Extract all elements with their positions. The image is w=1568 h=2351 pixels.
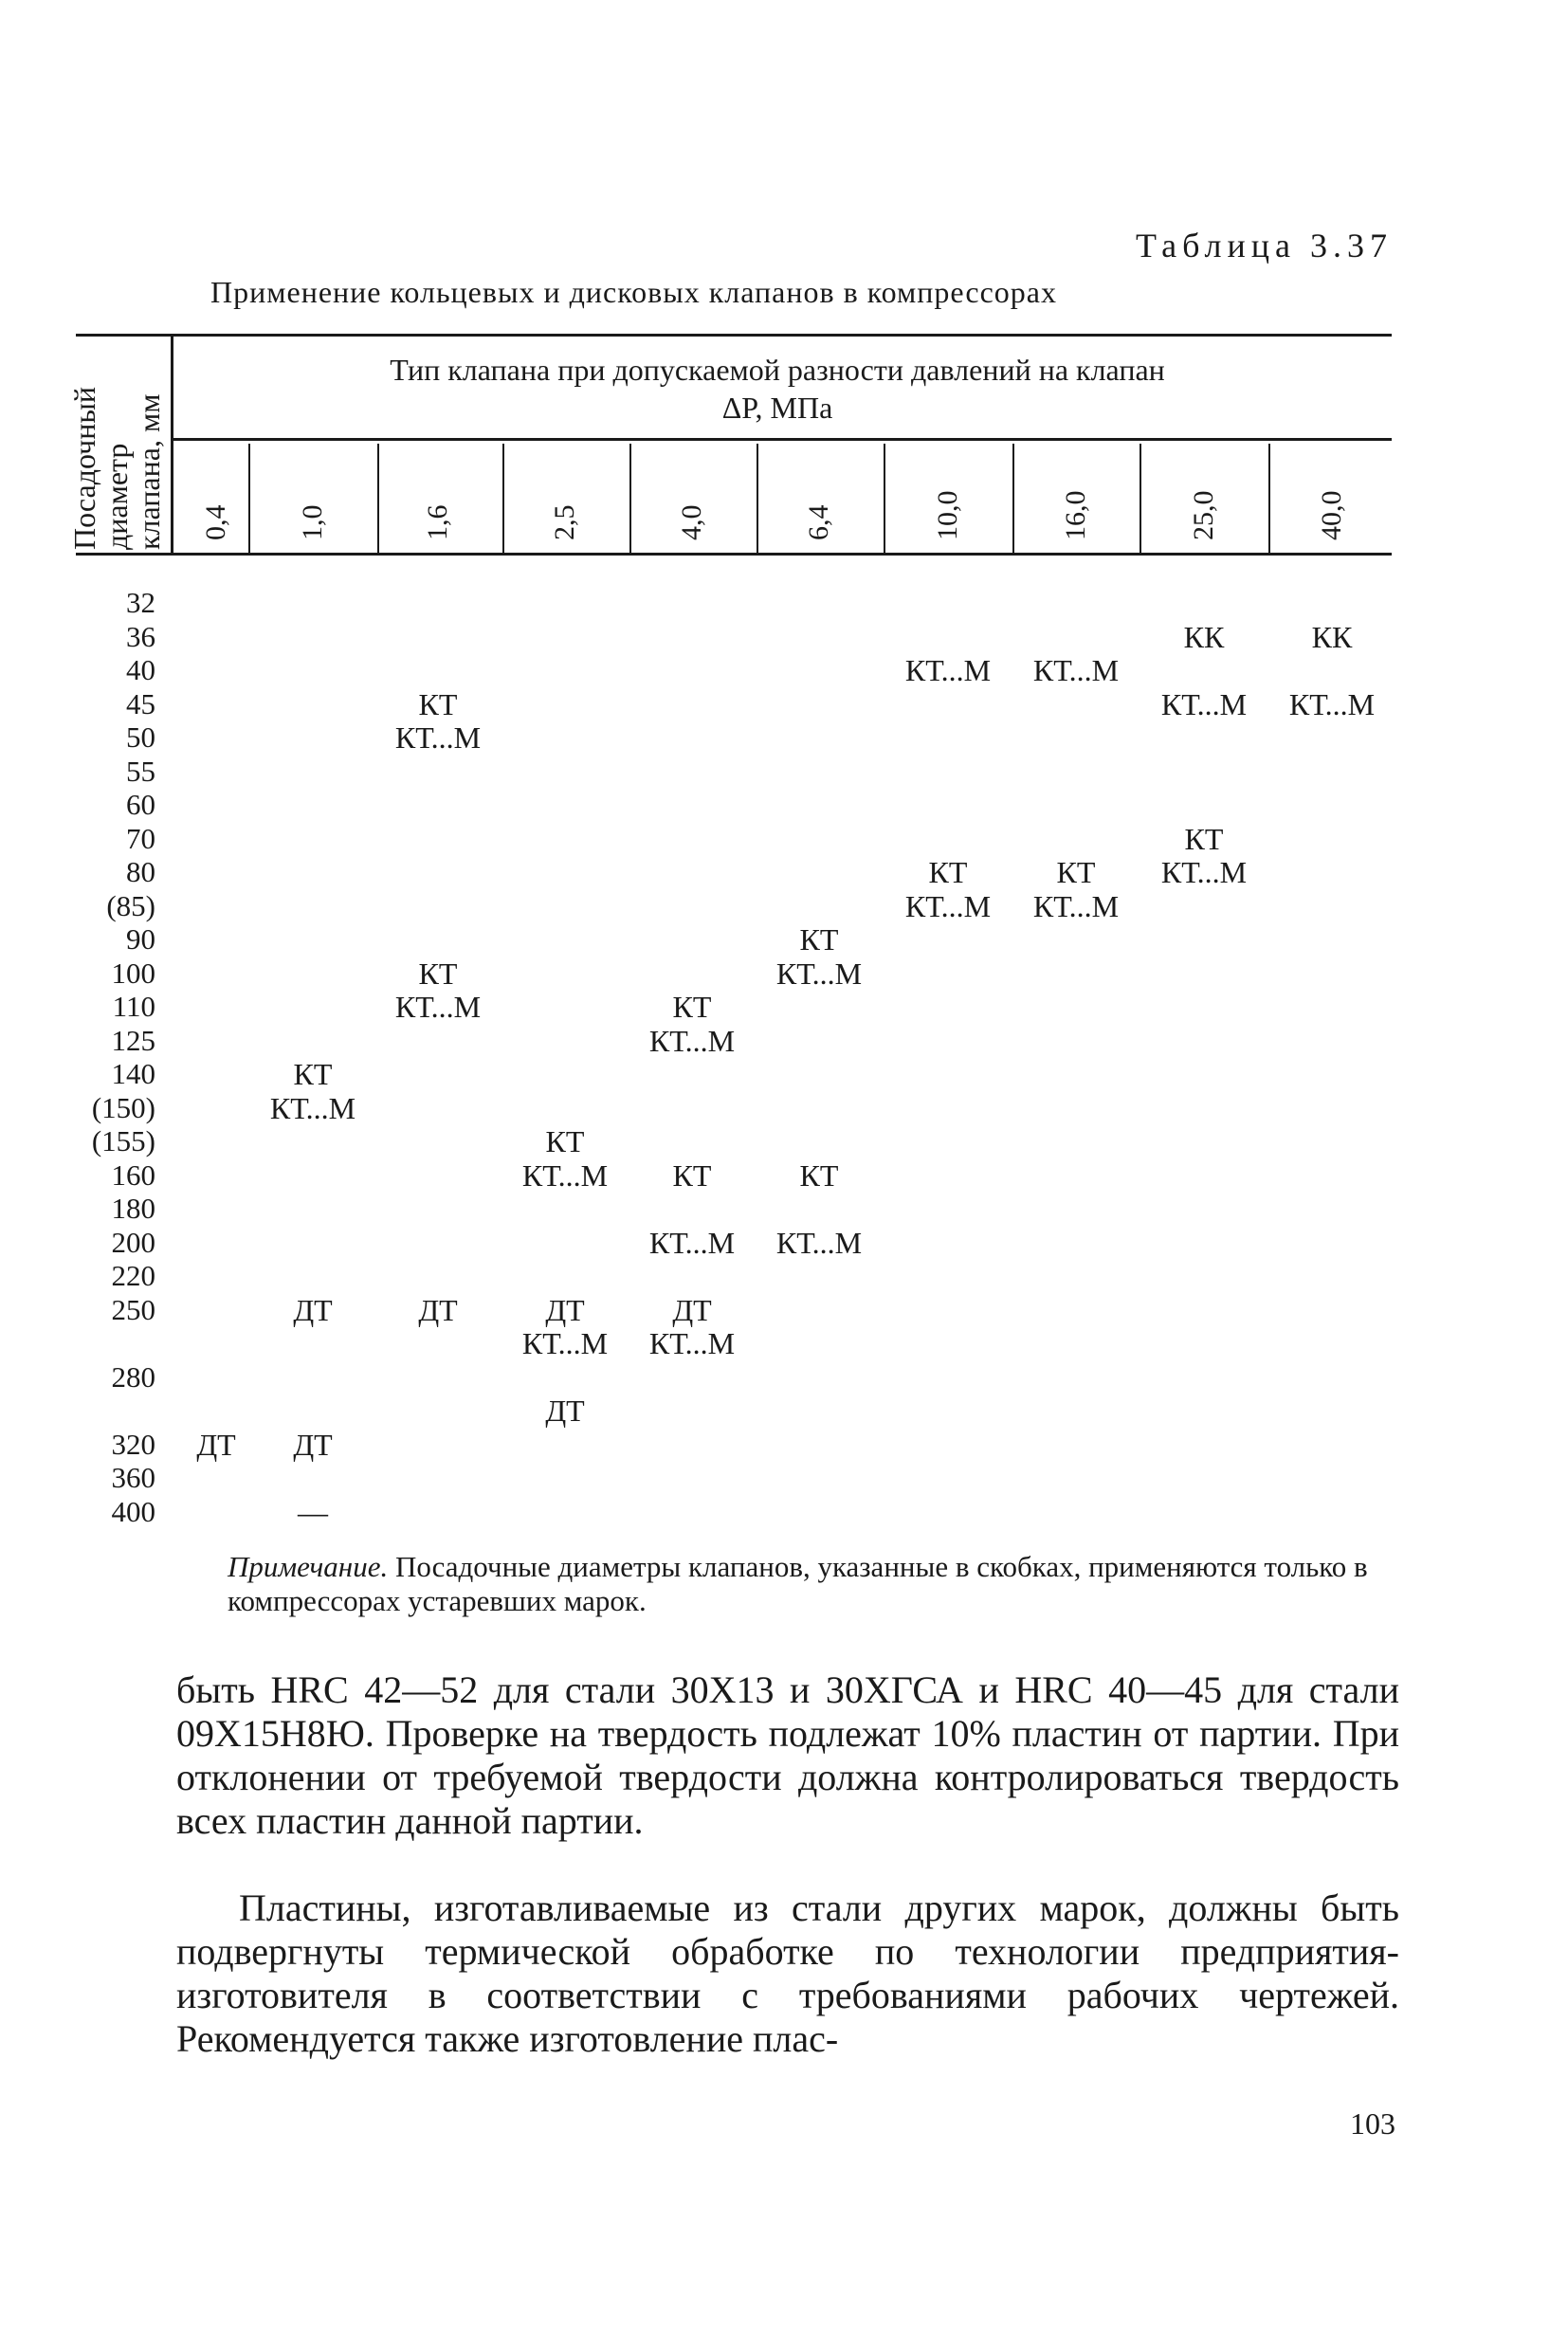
- diameter-value: 180: [111, 1192, 155, 1225]
- valve-type-cell: ДТ: [545, 1292, 585, 1327]
- pressure-header-cell: 40,0: [1316, 490, 1347, 540]
- valve-type-cell: КТ...М: [521, 1157, 609, 1193]
- valve-type-cell: ДТ: [196, 1427, 236, 1462]
- valve-type-cell: КТ...М: [1160, 855, 1248, 889]
- table-top-rule: [76, 334, 1392, 337]
- valve-type-cell: —: [298, 1494, 328, 1529]
- pressure-column-separator: [629, 444, 631, 554]
- body-paragraph-2: Пластины, изготавливаемые из стали других марок, должны быть подвергнуты термической обработке по технологии предприятия-изготовителя в соответствии с требованиями рабочих чертежей. Рекомендуется также изготовление плас-: [176, 1886, 1399, 2060]
- pressure-header-cell: 0,4: [200, 504, 231, 540]
- diameter-value: 36: [126, 619, 155, 653]
- pressure-header-cell: 1,6: [422, 504, 453, 540]
- pressure-column-separator: [248, 444, 250, 554]
- valve-type-cell: КТ: [418, 686, 458, 721]
- pressure-header-cell: 4,0: [676, 504, 707, 540]
- diameter-value: (155): [91, 1124, 155, 1157]
- valve-type-cell: КТ...М: [648, 1326, 736, 1360]
- diameter-value: 45: [126, 686, 155, 720]
- valve-type-cell: КТ...М: [904, 888, 992, 923]
- valve-type-cell: ДТ: [293, 1292, 333, 1327]
- diameter-value: 80: [126, 855, 155, 888]
- diameter-value: 60: [126, 788, 155, 821]
- pressure-header-cell: 16,0: [1060, 490, 1091, 540]
- pressure-column-separator: [1012, 444, 1014, 554]
- diameter-value: 32: [126, 586, 155, 619]
- group-header-line-1: Тип клапана при допускаемой разности давлений на клапан: [390, 353, 1165, 387]
- diameter-value: 90: [126, 922, 155, 956]
- table-title: Применение кольцевых и дисковых клапанов в компрессорах: [210, 275, 1057, 309]
- pressure-column-separator: [502, 444, 504, 554]
- valve-type-cell: КТ: [1184, 821, 1224, 856]
- pressure-header-cell: 1,0: [297, 504, 328, 540]
- valve-type-cell: КТ: [928, 855, 968, 889]
- valve-type-cell: ДТ: [545, 1394, 585, 1428]
- diameter-value: 40: [126, 653, 155, 686]
- valve-type-cell: ДТ: [293, 1427, 333, 1462]
- diameter-value: 400: [111, 1494, 155, 1528]
- diameter-value: 220: [111, 1259, 155, 1292]
- diameter-value: 360: [111, 1461, 155, 1494]
- valve-type-cell: КТ...М: [904, 653, 992, 687]
- valve-type-cell: КТ...М: [775, 956, 863, 991]
- table-note: [228, 1550, 1395, 1618]
- valve-type-cell: КТ: [418, 956, 458, 991]
- pressure-header-cell: 25,0: [1188, 490, 1219, 540]
- diameter-value: 250: [111, 1292, 155, 1326]
- valve-type-cell: ДТ: [418, 1292, 458, 1327]
- valve-type-cell: КК: [1183, 619, 1225, 654]
- group-header-line-2: ΔP, МПа: [721, 391, 833, 425]
- valve-type-cell: КТ: [799, 922, 839, 957]
- valve-type-cell: КТ...М: [648, 1225, 736, 1260]
- diameter-value: 140: [111, 1057, 155, 1090]
- note-label: Примечание.: [228, 1550, 389, 1583]
- diameter-value: 50: [126, 720, 155, 754]
- group-header: [171, 351, 1384, 427]
- diameter-value: 160: [111, 1157, 155, 1192]
- pressure-column-separator: [884, 444, 885, 554]
- valve-type-cell: КТ...М: [394, 720, 482, 755]
- row-header-line-3: клапана, мм: [132, 393, 166, 550]
- valve-type-cell: КТ: [799, 1157, 839, 1193]
- valve-type-cell: ДТ: [672, 1292, 712, 1327]
- page-number: 103: [1350, 2106, 1395, 2141]
- table-header-bottom-rule: [76, 553, 1392, 556]
- valve-type-cell: КТ: [672, 1157, 712, 1193]
- valve-type-cell: КТ...М: [1288, 686, 1376, 721]
- valve-type-cell: КТ...М: [1032, 653, 1120, 687]
- valve-type-cell: КТ...М: [648, 1023, 736, 1058]
- diameter-value: 110: [112, 990, 155, 1023]
- diameter-value: 200: [111, 1225, 155, 1259]
- pressure-column-separator: [1268, 444, 1270, 554]
- valve-type-cell: КТ...М: [394, 990, 482, 1024]
- note-text: Посадочные диаметры клапанов, указанные в скобках, применяются только в компрессорах устаревших марок.: [228, 1550, 1368, 1617]
- valve-type-cell: КТ...М: [521, 1326, 609, 1360]
- diameter-value: 55: [126, 754, 155, 788]
- pressure-column-separator: [377, 444, 379, 554]
- diameter-value: 320: [111, 1427, 155, 1461]
- valve-type-cell: КТ: [1056, 855, 1096, 889]
- diameter-value: 70: [126, 821, 155, 855]
- valve-type-cell: КТ...М: [775, 1225, 863, 1260]
- valve-type-cell: КТ: [293, 1057, 333, 1091]
- valve-type-cell: КТ...М: [269, 1090, 356, 1125]
- pressure-header-cell: 10,0: [932, 490, 963, 540]
- valve-type-cell: КТ: [672, 990, 712, 1024]
- pressure-column-separator: [1140, 444, 1141, 554]
- valve-type-cell: КТ: [545, 1124, 585, 1158]
- pressure-header-cell: 2,5: [549, 504, 580, 540]
- diameter-value: (150): [91, 1090, 155, 1124]
- table-number: Таблица 3.37: [1136, 227, 1393, 264]
- pressure-header-cell: 6,4: [803, 504, 834, 540]
- row-header-line-2: диаметр: [100, 443, 134, 550]
- valve-type-cell: КК: [1311, 619, 1353, 654]
- diameter-value: 100: [111, 956, 155, 990]
- group-header-rule: [171, 438, 1392, 441]
- row-header-line-1: Посадочный: [67, 387, 101, 550]
- valve-type-cell: КТ...М: [1032, 888, 1120, 923]
- pressure-column-separator: [757, 444, 758, 554]
- diameter-value: (85): [106, 888, 155, 922]
- diameter-value: 125: [111, 1023, 155, 1057]
- valve-type-cell: КТ...М: [1160, 686, 1248, 721]
- body-paragraph-1: быть HRC 42—52 для стали 30Х13 и 30ХГСА и HRC 40—45 для стали 09Х15Н8Ю. Проверке на твердость подлежат 10% пластин от партии. При отклонении от требуемой твердости должна контролироваться твердость всех пластин данной партии.: [176, 1668, 1399, 1842]
- diameter-value: 280: [111, 1359, 155, 1394]
